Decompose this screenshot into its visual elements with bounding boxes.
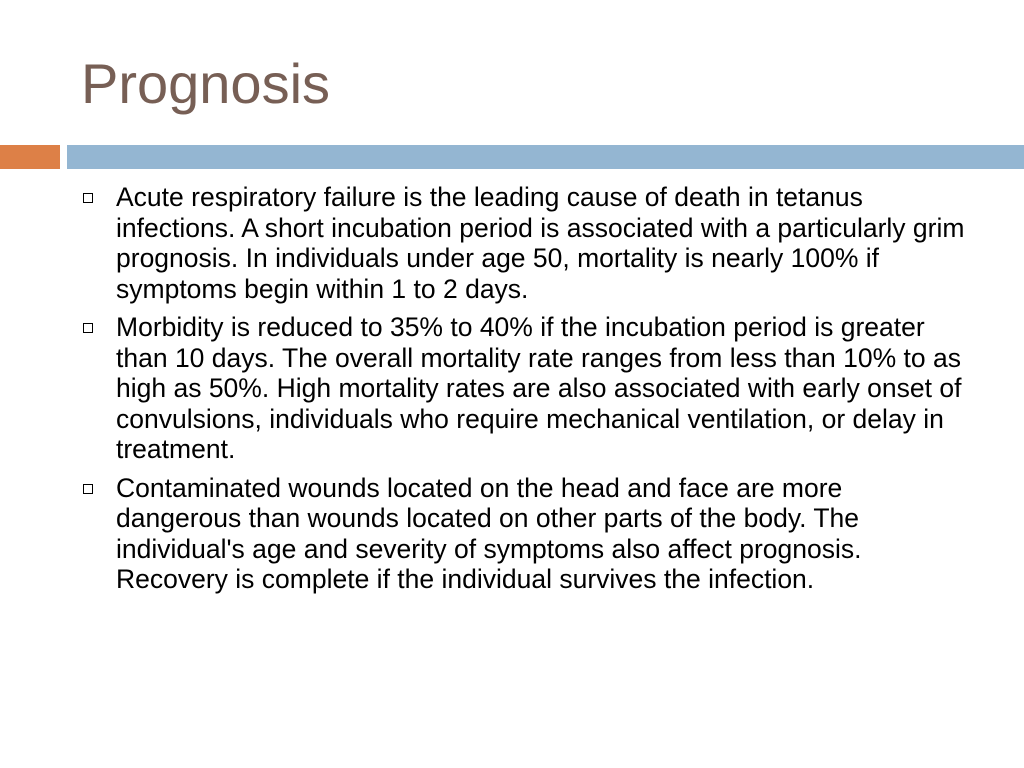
- bullet-item: [80, 312, 970, 465]
- bullet-item: [80, 473, 970, 595]
- slide-title: Prognosis: [81, 52, 331, 115]
- hollow-square-bullet-icon: [83, 323, 93, 333]
- accent-bar-blue: [67, 145, 1024, 169]
- bullet-text: Contaminated wounds located on the head and face are more dangerous than wounds located on other parts of the body. The individual's age and severity of symptoms also affect prognosis. Recovery is complete if the individual survives the infection.: [116, 472, 862, 594]
- bullet-text: Morbidity is reduced to 35% to 40% if the incubation period is greater than 10 days. The overall mortality rate ranges from less than 10% to as high as 50%. High mortality rates are also associated with early onset of convulsions, individuals who require mechanical ventilation, or delay in treatment.: [116, 312, 962, 464]
- accent-bar-orange: [0, 145, 60, 169]
- bullet-list: [80, 182, 970, 603]
- bullet-text: Acute respiratory failure is the leading cause of death in tetanus infections. A short incubation period is associated with a particularly grim prognosis. In individuals under age 50, mortality is nearly 100% if symptoms begin within 1 to 2 days.: [116, 182, 965, 304]
- hollow-square-bullet-icon: [83, 193, 93, 203]
- bullet-item: [80, 182, 970, 304]
- hollow-square-bullet-icon: [83, 484, 93, 494]
